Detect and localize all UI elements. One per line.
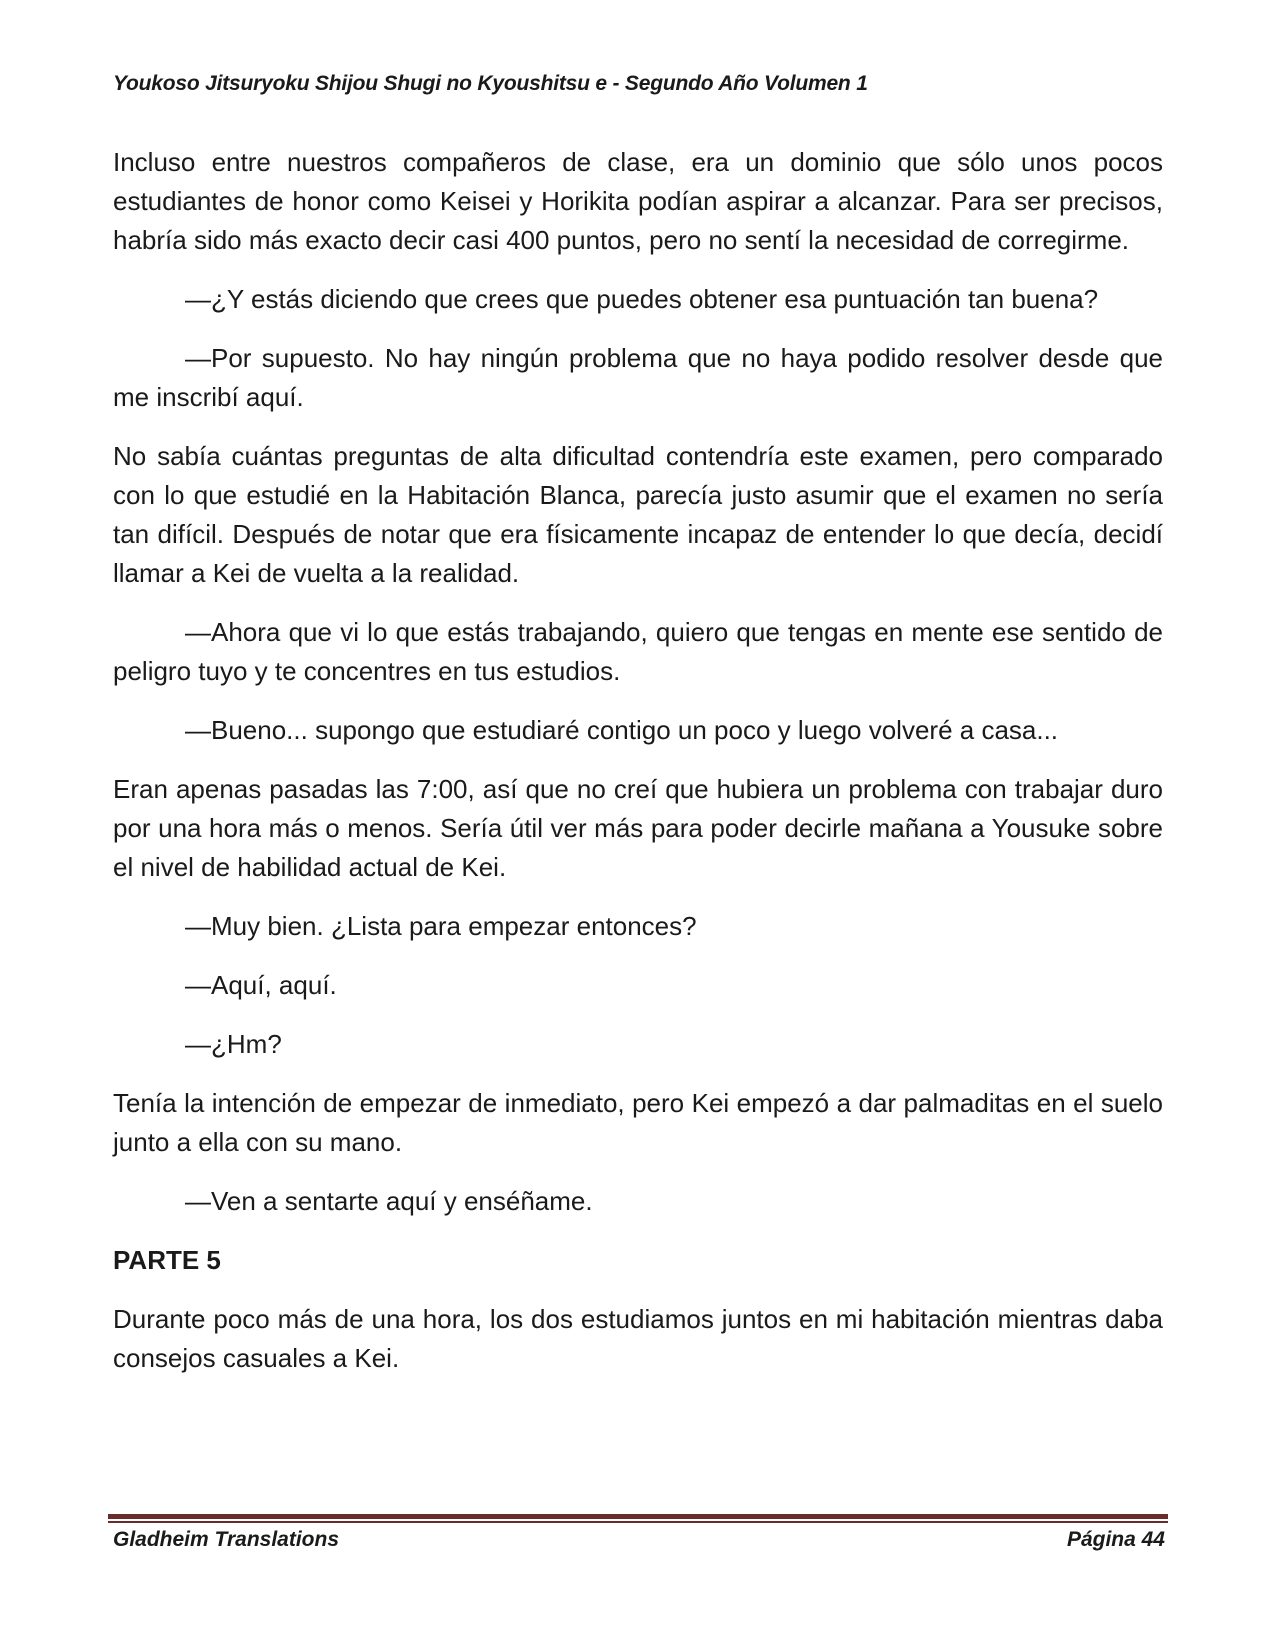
dialogue-8: —Ven a sentarte aquí y enséñame. bbox=[185, 1186, 593, 1216]
page-header-title: Youkoso Jitsuryoku Shijou Shugi no Kyoushitsu e - Segundo Año Volumen 1 bbox=[113, 72, 868, 95]
section-heading: PARTE 5 bbox=[113, 1245, 221, 1275]
body-text bbox=[113, 143, 1163, 1398]
dialogue-1: —¿Y estás diciendo que crees que puedes obtener esa puntuación tan buena? bbox=[185, 284, 1099, 314]
paragraph-2: No sabía cuántas preguntas de alta dificultad contendría este examen, pero comparado con lo que estudié en la Habitación Blanca, parecía justo asumir que el examen no sería tan difícil. Después de notar que era físicamente incapaz de entender lo que decía, decidí llamar a Kei de vuelta a la realidad. bbox=[113, 441, 1163, 588]
footer-page-number: Página 44 bbox=[1066, 1528, 1165, 1551]
footer-translator-credit: Gladheim Translations bbox=[113, 1528, 340, 1551]
paragraph-4: Tenía la intención de empezar de inmediato, pero Kei empezó a dar palmaditas en el suelo junto a ella con su mano. bbox=[113, 1088, 1163, 1157]
dialogue-6: —Aquí, aquí. bbox=[185, 970, 337, 1000]
dialogue-7: —¿Hm? bbox=[185, 1029, 282, 1059]
paragraph-1: Incluso entre nuestros compañeros de clase, era un dominio que sólo unos pocos estudiantes de honor como Keisei y Horikita podían aspirar a alcanzar. Para ser precisos, habría sido más exacto decir casi 400 puntos, pero no sentí la necesidad de corregirme. bbox=[113, 147, 1163, 255]
paragraph-5: Durante poco más de una hora, los dos estudiamos juntos en mi habitación mientras daba consejos casuales a Kei. bbox=[113, 1304, 1163, 1373]
dialogue-3: —Ahora que vi lo que estás trabajando, quiero que tengas en mente ese sentido de peligro tuyo y te concentres en tus estudios. bbox=[113, 617, 1163, 686]
dialogue-4: —Bueno... supongo que estudiaré contigo un poco y luego volveré a casa... bbox=[185, 715, 1059, 745]
paragraph-3: Eran apenas pasadas las 7:00, así que no creí que hubiera un problema con trabajar duro por una hora más o menos. Sería útil ver más para poder decirle mañana a Yousuke sobre el nivel de habilidad actual de Kei. bbox=[113, 774, 1163, 882]
dialogue-5: —Muy bien. ¿Lista para empezar entonces? bbox=[185, 911, 697, 941]
dialogue-2: —Por supuesto. No hay ningún problema que no haya podido resolver desde que me inscribí aquí. bbox=[113, 343, 1163, 412]
footer-divider bbox=[108, 1514, 1168, 1523]
